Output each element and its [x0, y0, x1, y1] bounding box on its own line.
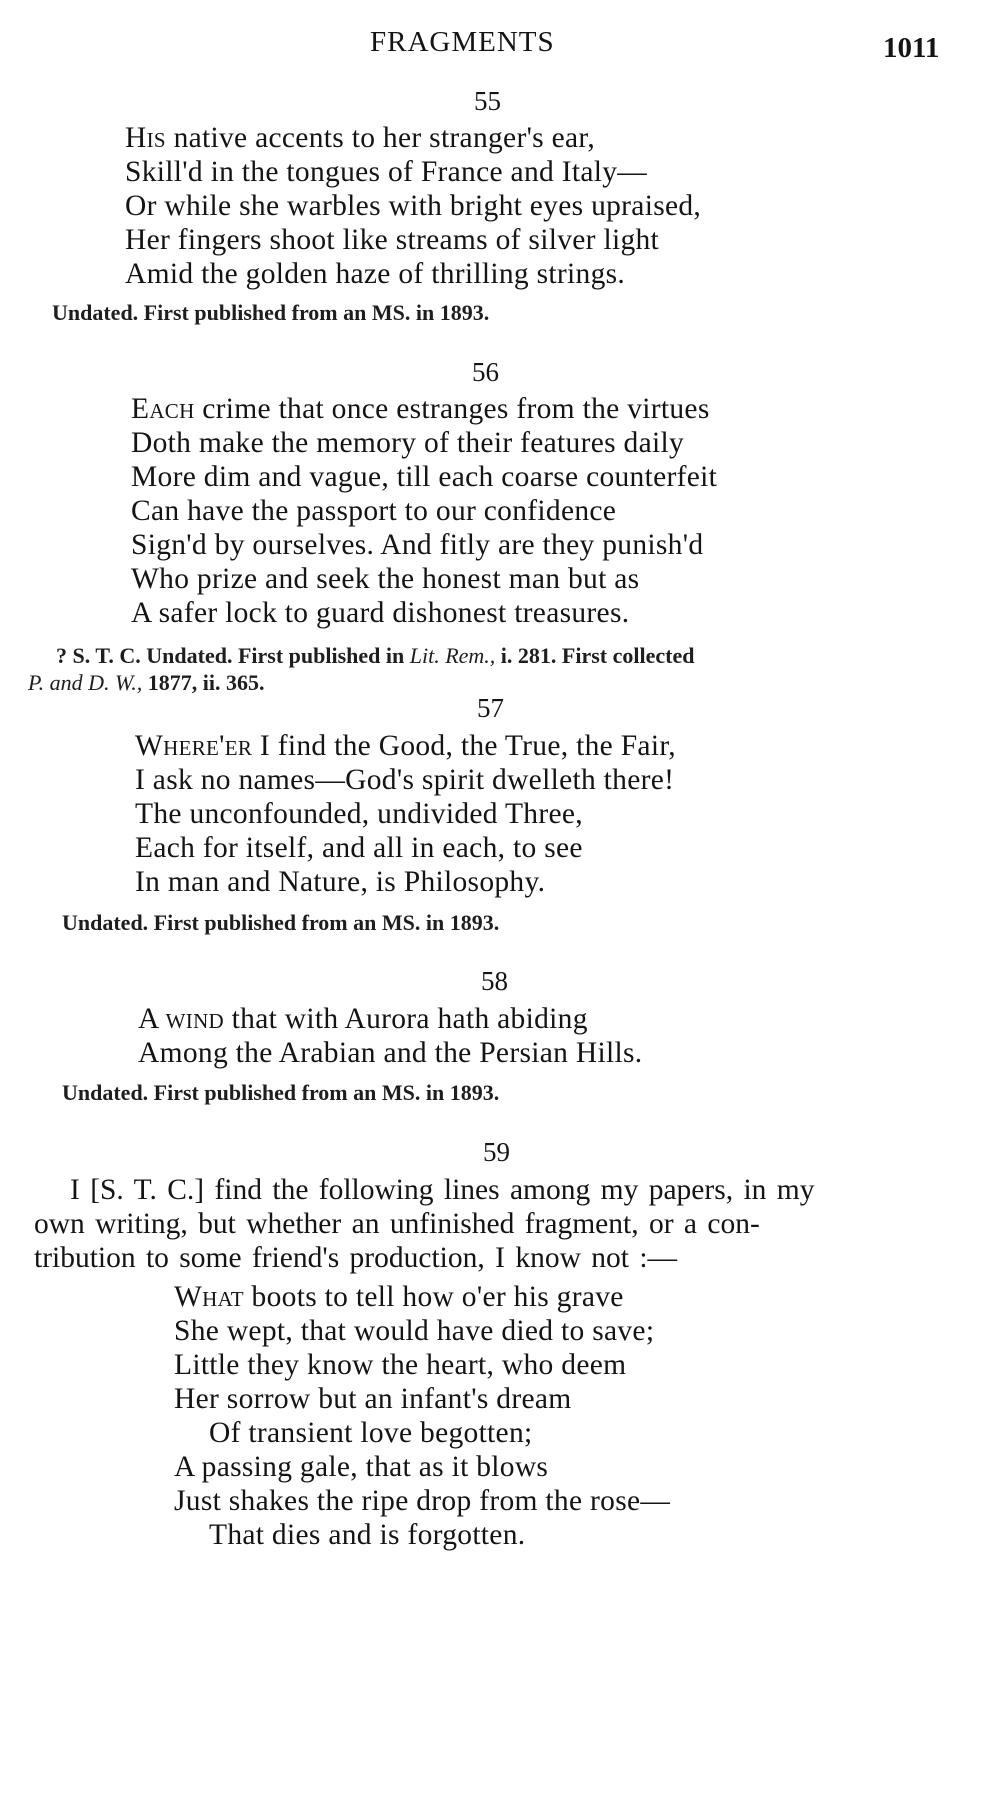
verse-line: Each crime that once estranges from the virtues — [131, 393, 710, 425]
verse-line: The unconfounded, undivided Three, — [135, 798, 583, 830]
fragment-note: Undated. First published from an MS. in 1893. — [52, 300, 490, 325]
verse-lead: What — [174, 1281, 244, 1313]
verse-line: I ask no names—God's spirit dwelleth there! — [135, 764, 675, 796]
fragment-note: Undated. First published from an MS. in 1893. — [62, 910, 500, 935]
page-number: 1011 — [883, 32, 940, 64]
verse-line: A passing gale, that as it blows — [174, 1451, 549, 1483]
verse-lead: His — [125, 122, 166, 154]
verse-line-indented: Of transient love begotten; — [209, 1417, 533, 1449]
prose-line: I [S. T. C.] find the following lines among my papers, in my — [70, 1174, 815, 1206]
verse-lead: Each — [131, 393, 195, 425]
fragment-number: 59 — [483, 1137, 510, 1167]
verse-lead: A wind — [138, 1003, 224, 1035]
verse-line: Little they know the heart, who deem — [174, 1349, 627, 1381]
fragment-number: 57 — [477, 693, 504, 723]
fragment-note-continued: P. and D. W., 1877, ii. 365. — [28, 670, 265, 695]
verse-line: In man and Nature, is Philosophy. — [135, 866, 546, 898]
verse-line: Her sorrow but an infant's dream — [174, 1383, 572, 1415]
verse-line: Who prize and seek the honest man but as — [131, 563, 640, 595]
verse-line: Skill'd in the tongues of France and Italy— — [125, 156, 648, 188]
verse-line: Her fingers shoot like streams of silver light — [125, 224, 660, 256]
fragment-number: 56 — [472, 357, 499, 387]
verse-line: More dim and vague, till each coarse counterfeit — [131, 461, 718, 493]
verse-line: What boots to tell how o'er his grave — [174, 1281, 624, 1313]
verse-line-indented: That dies and is forgotten. — [209, 1519, 526, 1551]
verse-lead: Where'er — [135, 730, 253, 762]
verse-line: Each for itself, and all in each, to see — [135, 832, 583, 864]
fragment-number: 55 — [474, 86, 501, 116]
fragment-number: 58 — [481, 966, 508, 996]
verse-line: Among the Arabian and the Persian Hills. — [138, 1037, 643, 1069]
prose-line: own writing, but whether an unfinished fragment, or a con- — [34, 1208, 760, 1240]
prose-line: tribution to some friend's production, I know not :— — [34, 1242, 678, 1274]
verse-line: She wept, that would have died to save; — [174, 1315, 655, 1347]
verse-line: Where'er I find the Good, the True, the Fair, — [135, 730, 676, 762]
verse-line: Just shakes the ripe drop from the rose— — [174, 1485, 671, 1517]
verse-line: Amid the golden haze of thrilling strings. — [125, 258, 626, 290]
verse-line: A wind that with Aurora hath abiding — [138, 1003, 588, 1035]
verse-line: Sign'd by ourselves. And fitly are they punish'd — [131, 529, 704, 561]
verse-line: Or while she warbles with bright eyes upraised, — [125, 190, 702, 222]
running-title: FRAGMENTS — [370, 26, 555, 58]
fragment-note: ? S. T. C. Undated. First published in Lit. Rem., i. 281. First collected — [56, 643, 695, 668]
verse-line: A safer lock to guard dishonest treasures. — [131, 597, 630, 629]
verse-line: Can have the passport to our confidence — [131, 495, 617, 527]
verse-line: His native accents to her stranger's ear, — [125, 122, 596, 154]
verse-line: Doth make the memory of their features daily — [131, 427, 685, 459]
fragment-note: Undated. First published from an MS. in 1893. — [62, 1080, 500, 1105]
